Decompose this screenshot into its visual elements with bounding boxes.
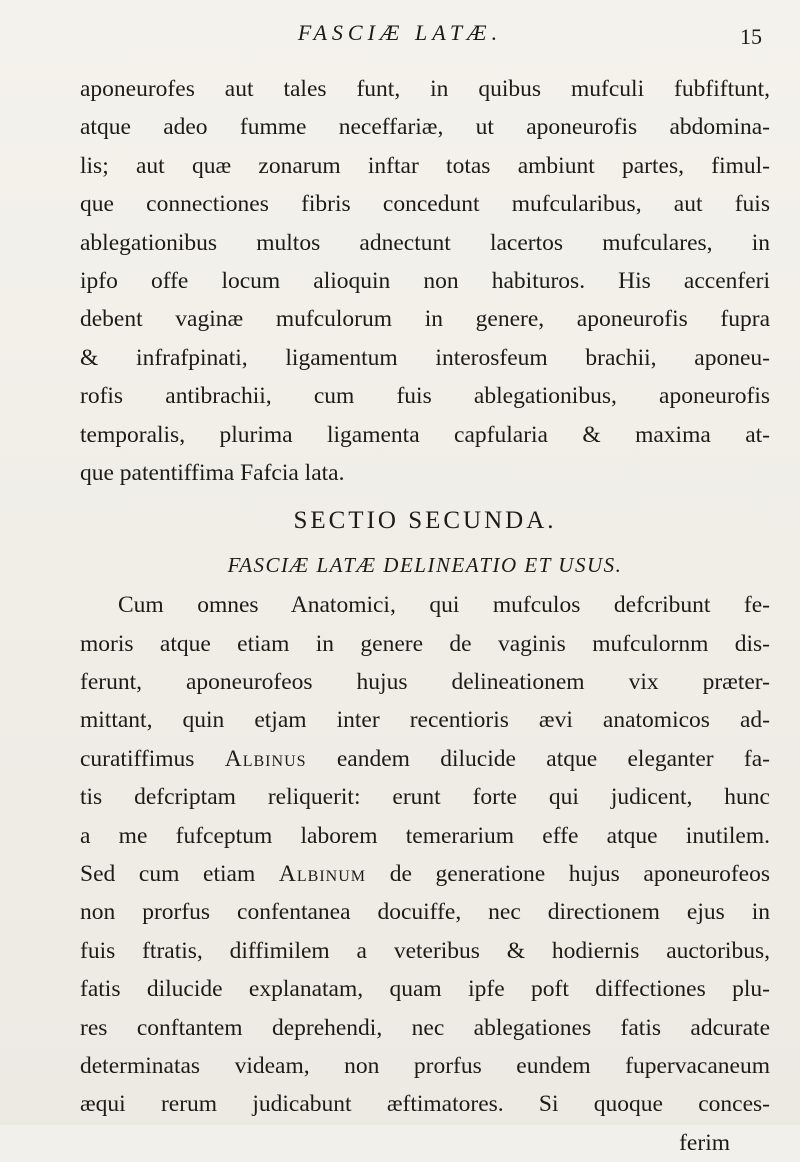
text-line: ferunt, aponeurofeos hujus delineationem vix præter-: [80, 669, 770, 696]
text-line: que patentiffima Fafcia lata.: [80, 459, 345, 486]
text-line: moris atque etiam in genere de vaginis mufculornm dis-: [80, 630, 770, 657]
text-line: debent vaginæ mufculorum in genere, aponeurofis fupra: [80, 306, 770, 333]
page-number: 15: [740, 24, 762, 49]
text-line: lis; aut quæ zonarum inftar totas ambiunt partes, fimul-: [80, 152, 770, 179]
text-line: & infrafpinati, ligamentum interosfeum brachii, aponeu-: [80, 344, 770, 371]
text-span: curatiffimus: [80, 745, 195, 772]
text-line: mittant, quin etjam inter recentioris ævi anatomicos ad-: [80, 707, 770, 734]
author-name: Albinus: [224, 745, 307, 772]
text-line: atque adeo fumme neceffariæ, ut aponeurofis abdomina-: [80, 114, 770, 141]
text-line: ipfo offe locum alioquin non habituros. His accenferi: [80, 267, 770, 294]
text-line: [80, 740, 770, 778]
text-line: æqui rerum judicabunt æftimatores. Si quoque conces-: [80, 1091, 770, 1118]
text-span: Cum omnes Anatomici, qui mufculos defcribunt fe-: [118, 592, 770, 619]
text-line: determinatas videam, non prorfus eundem fupervacaneum: [80, 1052, 770, 1079]
text-line: [80, 855, 770, 893]
text-line: rofis antibrachii, cum fuis ablegationibus, aponeurofis: [80, 383, 770, 410]
text-line: fuis ftratis, diffimilem a veteribus & hodiernis auctoribus,: [80, 937, 770, 964]
body-text: [80, 70, 770, 1162]
text-line: aponeurofes aut tales funt, in quibus mufculi fubfiftunt,: [80, 76, 770, 102]
text-span: Sed cum etiam: [80, 861, 256, 888]
text-line: ablegationibus multos adnectunt lacertos mufculares, in: [80, 229, 770, 256]
text-line: res conftantem deprehendi, nec ablegationes fatis adcurate: [80, 1014, 770, 1041]
text-line: a me fufceptum laborem temerarium effe atque inutilem.: [80, 822, 770, 849]
section-subtitle: FASCIÆ LATÆ DELINEATIO ET USUS.: [227, 553, 623, 578]
author-name: Albinum: [278, 861, 367, 888]
text-span: eandem dilucide atque eleganter fa-: [336, 745, 770, 772]
text-line: fatis dilucide explanatam, quam ipfe poft diffectiones plu-: [80, 976, 770, 1003]
running-title: FASCIÆ LATÆ.: [297, 20, 503, 45]
text-line: [80, 586, 770, 624]
text-line: que connectiones fibris concedunt mufcularibus, aut fuis: [80, 191, 770, 218]
text-line: non prorfus confentanea docuiffe, nec directionem ejus in: [80, 899, 770, 926]
section-title: SECTIO SECUNDA.: [293, 507, 557, 535]
text-line: tis defcriptam reliquerit: erunt forte qui judicent, hunc: [80, 784, 770, 811]
catchword: ferim: [679, 1129, 730, 1156]
text-span: de generatione hujus aponeurofeos: [389, 861, 770, 888]
text-line: temporalis, plurima ligamenta capfularia & maxima at-: [80, 421, 770, 448]
